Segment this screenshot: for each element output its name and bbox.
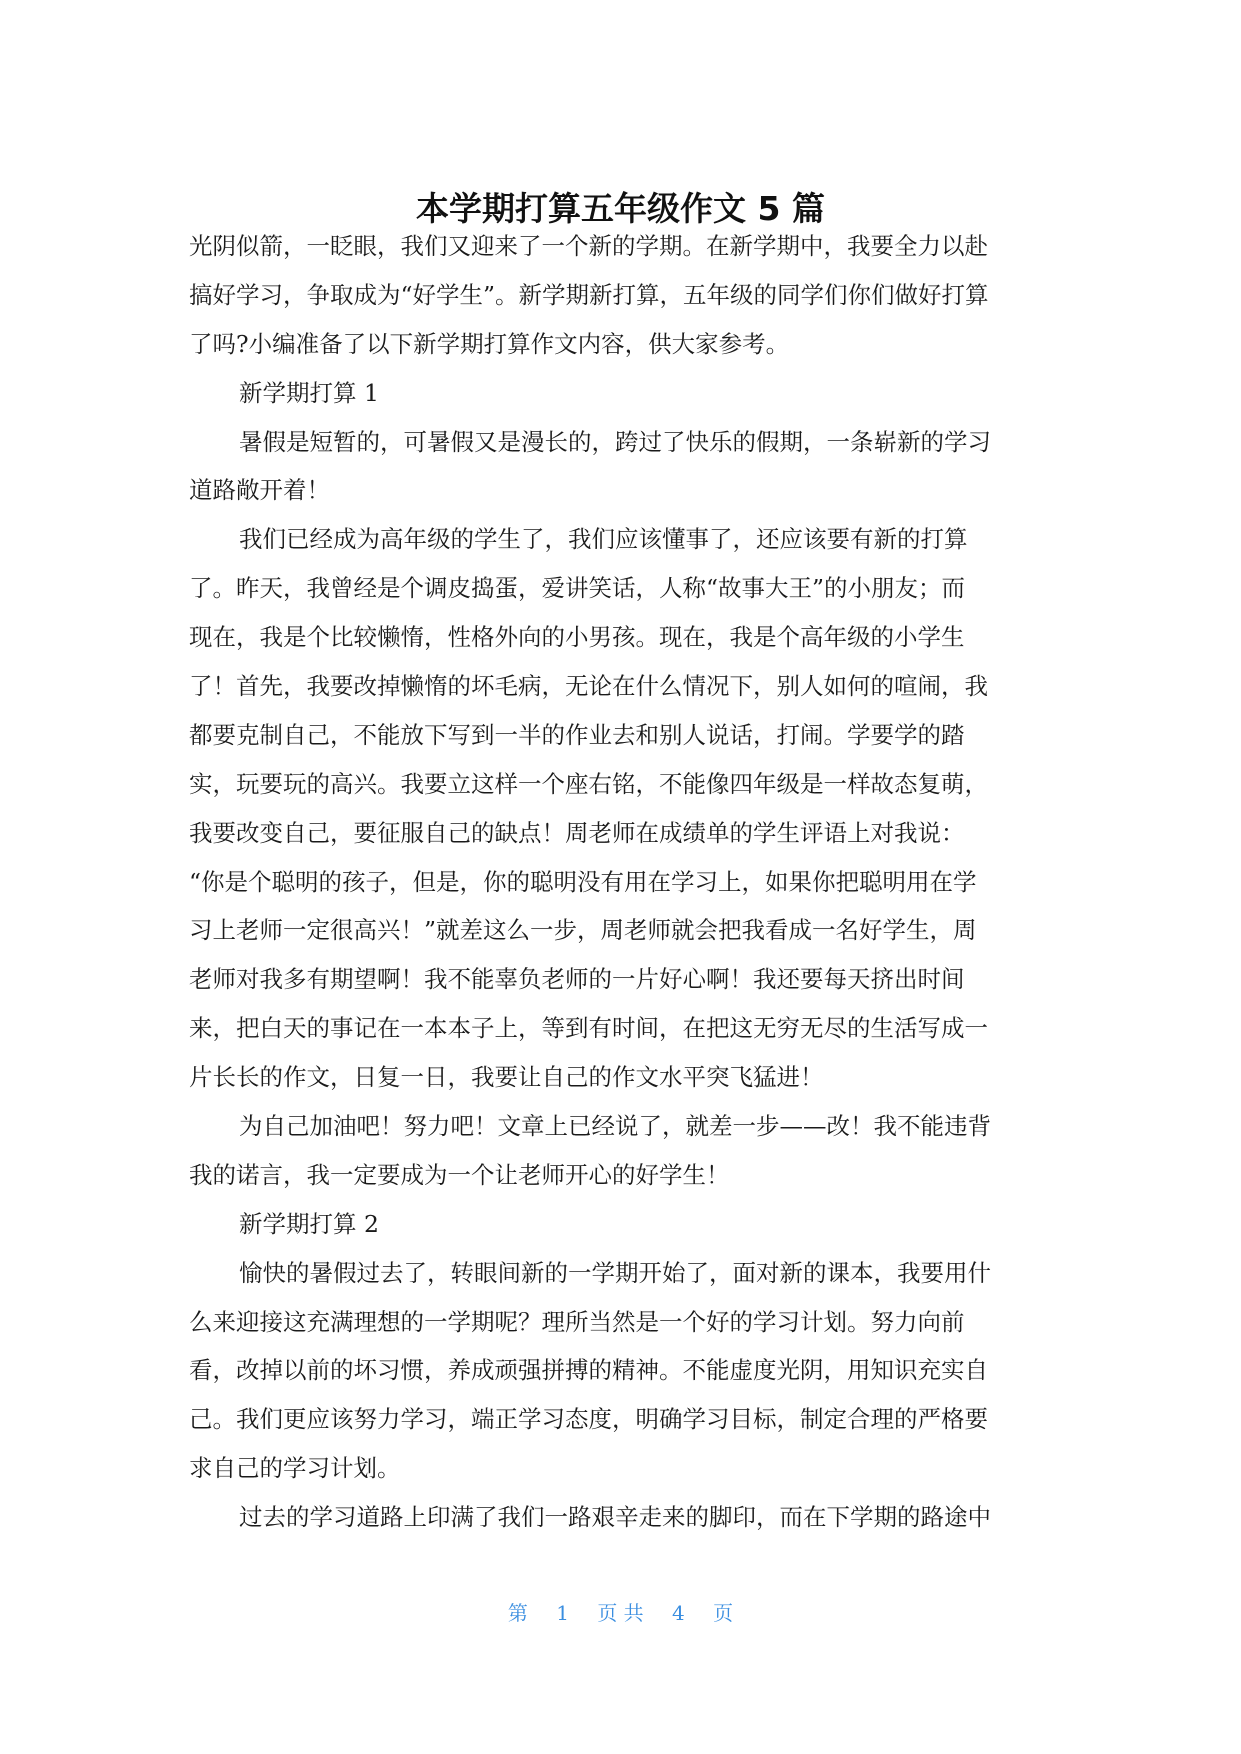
text-line: 了吗?小编准备了以下新学期打算作文内容，供大家参考。 (189, 329, 790, 358)
footer-suffix: 页 (713, 1601, 734, 1625)
text-line: 现在，我是个比较懒惰，性格外向的小男孩。现在，我是个高年级的小学生 (189, 623, 965, 652)
footer-total-pages: 4 (672, 1601, 685, 1625)
text-line: 都要克制自己，不能放下写到一半的作业去和别人说话，打闹。学要学的踏 (189, 720, 965, 749)
document-body (189, 222, 1055, 1542)
text-line: 新学期打算 1 (239, 378, 379, 407)
text-line: “你是个聪明的孩子，但是，你的聪明没有用在学习上，如果你把聪明用在学 (189, 867, 977, 896)
text-line: 我们已经成为高年级的学生了，我们应该懂事了，还应该要有新的打算 (239, 525, 968, 554)
footer-middle: 页 共 (597, 1601, 644, 1625)
text-line: 道路敞开着！ (189, 476, 330, 505)
text-line: 老师对我多有期望啊！我不能辜负老师的一片好心啊！我还要每天挤出时间 (189, 965, 965, 994)
text-line: 么来迎接这充满理想的一学期呢？理所当然是一个好的学习计划。努力向前 (189, 1307, 965, 1336)
text-line: 我的诺言，我一定要成为一个让老师开心的好学生！ (189, 1160, 730, 1189)
text-line: 来，把白天的事记在一本本子上，等到有时间，在把这无穷无尽的生活写成一 (189, 1014, 988, 1043)
text-line: 习上老师一定很高兴！”就差这么一步，周老师就会把我看成一名好学生，周 (189, 916, 977, 945)
text-line: 了。昨天，我曾经是个调皮捣蛋，爱讲笑话，人称“故事大王”的小朋友；而 (189, 574, 966, 603)
document-title: 本学期打算五年级作文 5 篇 (416, 189, 825, 228)
text-line: 片长长的作文，日复一日，我要让自己的作文水平突飞猛进！ (189, 1063, 824, 1092)
text-line: 己。我们更应该努力学习，端正学习态度，明确学习目标，制定合理的严格要 (189, 1405, 988, 1434)
footer-current-page: 1 (556, 1601, 569, 1625)
text-line: 我要改变自己，要征服自己的缺点！周老师在成绩单的学生评语上对我说： (189, 818, 965, 847)
text-line: 了！首先，我要改掉懒惰的坏毛病，无论在什么情况下，别人如何的喧闹，我 (189, 672, 988, 701)
text-line: 看，改掉以前的坏习惯，养成顽强拼搏的精神。不能虚度光阴，用知识充实自 (189, 1356, 988, 1385)
text-line: 过去的学习道路上印满了我们一路艰辛走来的脚印，而在下学期的路途中 (239, 1503, 991, 1532)
text-line: 搞好学习，争取成为“好学生”。新学期新打算，五年级的同学们你们做好打算 (189, 280, 989, 309)
text-line: 求自己的学习计划。 (189, 1454, 401, 1483)
text-line: 暑假是短暂的，可暑假又是漫长的，跨过了快乐的假期，一条崭新的学习 (239, 427, 991, 456)
text-line: 新学期打算 2 (239, 1209, 379, 1238)
text-line: 光阴似箭，一眨眼，我们又迎来了一个新的学期。在新学期中，我要全力以赴 (189, 232, 988, 260)
page-footer (0, 1598, 1241, 1628)
text-line: 实，玩要玩的高兴。我要立这样一个座右铭，不能像四年级是一样故态复萌， (189, 769, 988, 798)
text-line: 愉快的暑假过去了，转眼间新的一学期开始了，面对新的课本，我要用什 (239, 1258, 991, 1287)
footer-prefix: 第 (507, 1601, 528, 1625)
text-line: 为自己加油吧！努力吧！文章上已经说了，就差一步——改！我不能违背 (239, 1112, 991, 1141)
